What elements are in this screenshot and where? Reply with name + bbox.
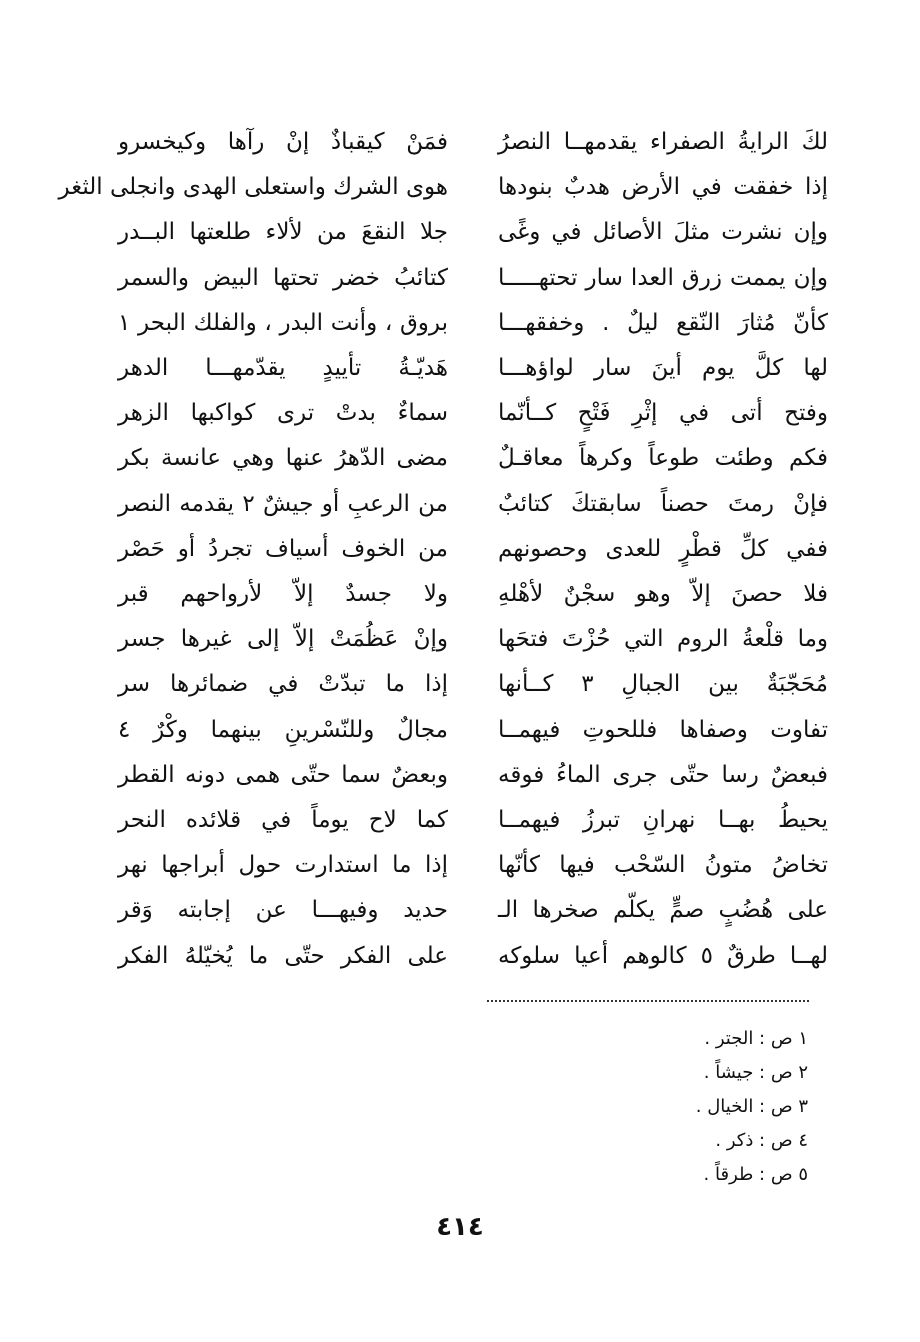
first-hemistich: ففي كلِّ قطْرٍ للعدى وحصونهم — [498, 535, 828, 562]
second-hemistich: حديد وفيهـــا عن إجابته وَقر — [118, 897, 448, 924]
second-hemistich: هَديّـةُ تأييدٍ يقدّمهـــا الدهر — [118, 355, 448, 381]
verse-line — [118, 436, 828, 481]
first-hemistich: يحيطُ بهــا نهرانِ تبرزُ فيهمــا — [498, 807, 828, 833]
first-hemistich: وفتح أتى في إثْرِ فَتْحٍ كــأنّما — [498, 400, 828, 427]
footnote-divider — [487, 1000, 809, 1002]
first-hemistich: فلا حصنَ إلاّ وهو سجْنٌ لأهْلهِ — [498, 581, 828, 607]
second-hemistich: كتائبُ خضر تحتها البيض والسمر — [118, 264, 448, 291]
verse-line — [118, 843, 828, 888]
footnote: ٤ ص : ذكر . — [715, 1130, 808, 1151]
first-hemistich: إذا خفقت في الأرض هدبٌ بنودها — [498, 174, 828, 201]
first-hemistich: وما قلْعةُ الروم التي حُزْتَ فتحَها — [498, 626, 828, 653]
poem-body — [58, 120, 828, 970]
second-hemistich: مضى الدّهرُ عنها وهي عانسة بكر — [118, 445, 448, 472]
verse-line — [118, 934, 828, 979]
verse-line — [118, 572, 828, 617]
verse-line — [118, 527, 828, 572]
first-hemistich: وإن يممت زرق العدا سار تحتهـــــا — [498, 264, 828, 291]
first-hemistich: كأنّ مُثارَ النّقع ليلٌ . وخفقهـــا — [498, 309, 828, 336]
verse-line — [118, 346, 828, 391]
verse-line — [118, 210, 828, 255]
second-hemistich: إذا ما استدارت حول أبراجها نهر — [118, 852, 448, 879]
verse-line — [118, 120, 828, 165]
verse-line — [118, 301, 828, 346]
second-hemistich: فمَنْ كيقباذٌ إنْ رآها وكيخسرو — [118, 129, 448, 155]
second-hemistich: من الرعبِ أو جيشٌ ٢ يقدمه النصر — [118, 490, 449, 517]
second-hemistich: على الفكر حتّى ما يُخيّلهُ الفكر — [118, 942, 448, 969]
second-hemistich: مجالٌ وللنّسْرينِ بينهما وكْرٌ ٤ — [118, 716, 448, 743]
footnote: ٣ ص : الخيال . — [695, 1096, 808, 1117]
second-hemistich: من الخوف أسياف تجردُ أو حَصْر — [118, 535, 448, 562]
second-hemistich: سماءٌ بدتْ ترى كواكبها الزهر — [118, 400, 448, 427]
verse-line — [118, 662, 828, 707]
verse-line — [118, 256, 828, 301]
second-hemistich: جلا النقعَ من لألاء طلعتها البــدر — [118, 219, 448, 246]
verse-line — [118, 798, 828, 843]
verse-line — [118, 391, 828, 436]
first-hemistich: وإن نشرت مثلَ الأصائل في وغًى — [498, 219, 828, 246]
verse-line — [118, 482, 828, 527]
second-hemistich: كما لاح يوماً في قلائده النحر — [118, 807, 448, 833]
second-hemistich: هوى الشرك واستعلى الهدى وانجلى الثغر — [58, 174, 448, 201]
first-hemistich: لها كلَّ يوم أينَ سار لواؤهـــا — [498, 355, 828, 381]
verse-line — [58, 165, 828, 210]
first-hemistich: لكَ الرايةُ الصفراء يقدمهــا النصرُ — [498, 129, 828, 155]
first-hemistich: فإنْ رمتَ حصناً سابقتكَ كتائبٌ — [498, 490, 828, 517]
second-hemistich: وإنْ عَظُمَتْ إلاّ إلى غيرها جسر — [118, 626, 448, 653]
first-hemistich: على هُضُبٍ صمٍّ يكلّم صخرها الـ — [498, 897, 828, 924]
first-hemistich: فبعضٌ رسا حتّى جرى الماءُ فوقه — [498, 761, 828, 788]
first-hemistich: لهــا طرقٌ ٥ كالوهم أعيا سلوكه — [498, 942, 828, 969]
footnote: ٢ ص : جيشاً . — [703, 1062, 808, 1083]
second-hemistich: وبعضٌ سما حتّى همى دونه القطر — [118, 761, 448, 788]
second-hemistich: بروق ، وأنت البدر ، والفلك البحر ١ — [118, 309, 448, 336]
first-hemistich: تخاضُ متونُ السّحْب فيها كأنّها — [498, 852, 828, 879]
verse-line — [118, 753, 828, 798]
page-number: ٤١٤ — [436, 1212, 484, 1242]
footnote: ١ ص : الجتر . — [704, 1028, 808, 1049]
verse-line — [118, 617, 828, 662]
footnote: ٥ ص : طرقاً . — [703, 1164, 808, 1185]
second-hemistich: إذا ما تبدّتْ في ضمائرها سر — [118, 671, 448, 698]
verse-line — [118, 888, 828, 933]
first-hemistich: مُحَجّبَةٌ بين الجبالِ ٣ كــأنها — [498, 671, 828, 698]
first-hemistich: تفاوت وصفاها فللحوتِ فيهمــا — [498, 716, 828, 743]
first-hemistich: فكم وطئت طوعاً وكرهاً معاقـلٌ — [498, 445, 828, 472]
second-hemistich: ولا جسدٌ إلاّ لأرواحهم قبر — [118, 581, 448, 607]
footnotes — [488, 1022, 808, 1192]
verse-line — [118, 708, 828, 753]
